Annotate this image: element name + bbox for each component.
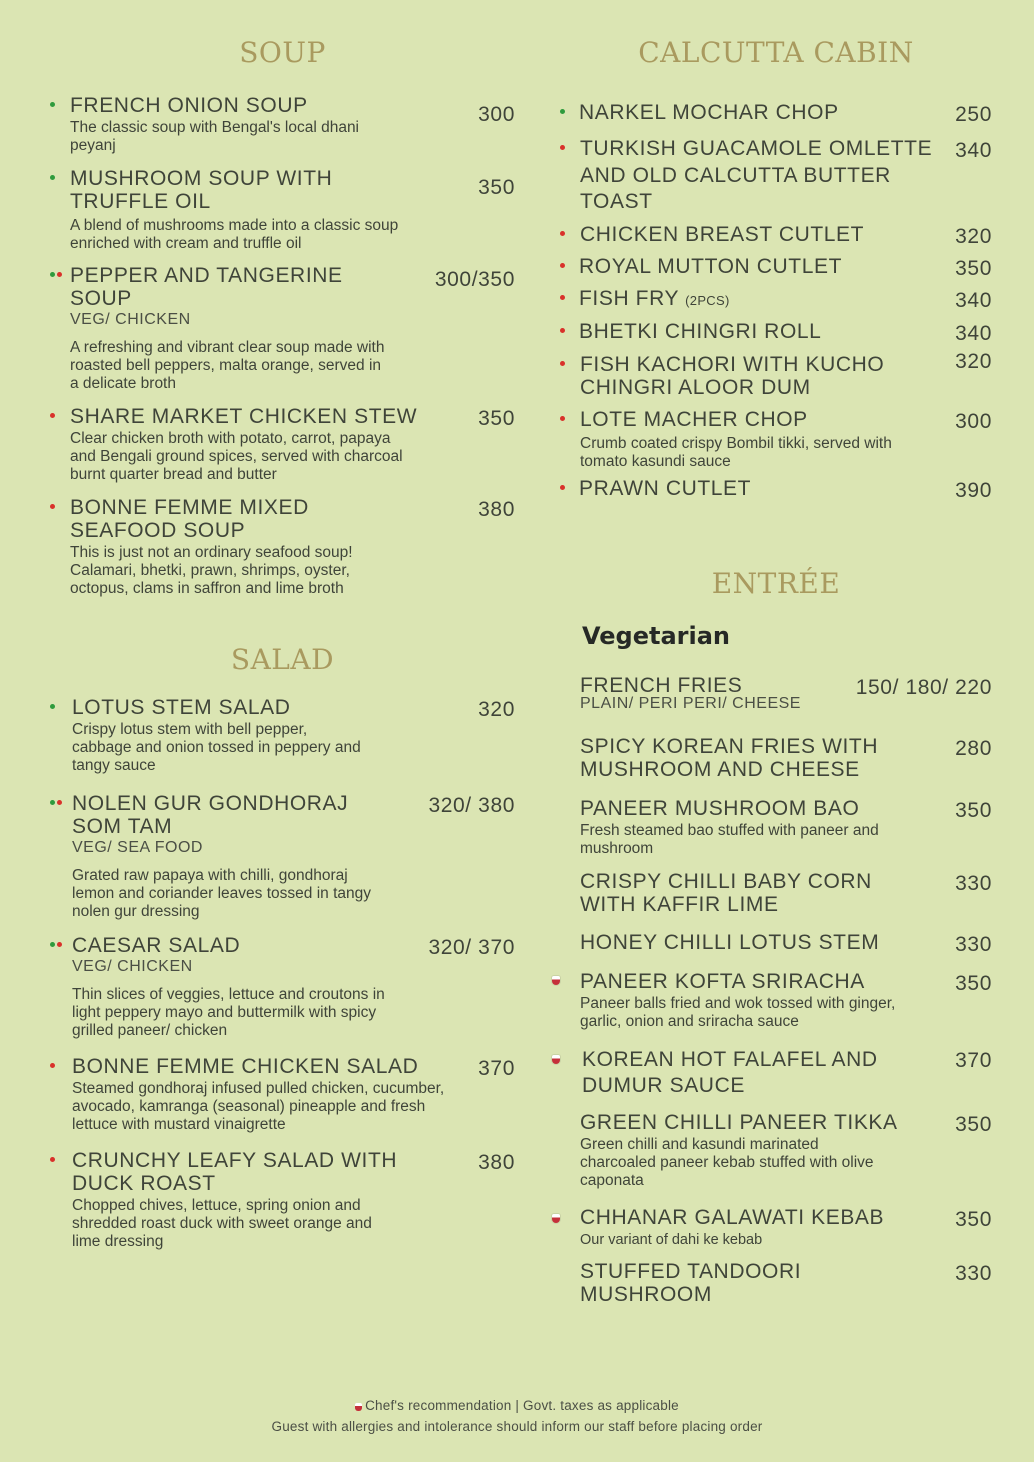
nonveg-indicator-icon [560,361,567,366]
item-variant: VEG/ CHICKEN [70,311,191,328]
item-name: ROYAL MUTTON CUTLET [579,255,843,278]
item-price: 390 [955,479,992,502]
menu-item [50,405,515,484]
chef-recommendation-icon [355,1403,362,1411]
menu-item [560,797,992,858]
menu-item [50,934,515,1040]
footer-line-2: Guest with allergies and intolerance should inform our staff before placing order [271,1419,763,1434]
item-price: 350 [955,799,992,822]
item-price: 320/ 380 [428,794,515,817]
menu-item [560,137,992,216]
item-name: GREEN CHILLI PANEER TIKKA [580,1111,898,1134]
item-price: 340 [955,289,992,312]
item-name: KOREAN HOT FALAFEL AND DUMUR SAUCE [582,1048,878,1097]
item-price: 300 [478,103,515,126]
item-description: This is just not an ordinary seafood soup! Calamari, bhetki, prawn, shrimps, oyster, octopus, clams in saffron and lime broth [70,544,353,597]
item-price: 370 [955,1049,992,1072]
item-name-text: FISH FRY [579,287,679,310]
veg-indicator-icon [560,109,567,114]
item-name: HONEY CHILLI LOTUS STEM [580,931,880,954]
item-price: 380 [478,1151,515,1174]
item-price: 350 [955,257,992,280]
menu-item [560,870,992,916]
item-name: LOTE MACHER CHOP [580,408,808,431]
menu-item [560,350,992,399]
item-description: Grated raw papaya with chilli, gondhoraj lemon and coriander leaves tossed in tangy nolen gur dressing [72,867,371,920]
menu-item [50,792,515,921]
nonveg-indicator-icon [560,231,567,236]
item-name: LOTUS STEM SALAD [72,696,291,719]
item-description: Clear chicken broth with potato, carrot, papaya and Bengali ground spices, served with charcoal burnt quarter bread and butter [70,430,403,483]
item-name [579,287,929,312]
item-description: Crispy lotus stem with bell pepper, cabbage and onion tossed in peppery and tangy sauce [72,721,361,774]
nonveg-indicator-icon [560,416,567,421]
item-name: FISH KACHORI WITH KUCHO CHINGRI ALOOR DUM [580,353,885,399]
item-name: STUFFED TANDOORI MUSHROOM [580,1260,802,1306]
menu-item [560,320,992,343]
item-price: 380 [478,498,515,521]
veg-indicator-icon [50,175,57,180]
nonveg-indicator-icon [50,1063,57,1068]
item-name: FRENCH FRIES [580,674,743,697]
item-description: Green chilli and kasundi marinated charcoaled paneer kebab stuffed with olive caponata [580,1136,874,1189]
menu-item [50,1055,515,1134]
item-description: Fresh steamed bao stuffed with paneer and mushroom [580,822,879,857]
item-price: 320 [955,225,992,248]
menu-item [50,496,515,598]
item-name: SHARE MARKET CHICKEN STEW [70,405,418,428]
item-name: TURKISH GUACAMOLE OMLETTE AND OLD CALCUTTA BUTTER TOAST [580,137,933,213]
item-name: PANEER KOFTA SRIRACHA [580,970,865,993]
soup-section-title: SOUP [239,36,326,69]
item-price: 300/350 [434,268,515,291]
menu-item [560,1111,992,1190]
item-name: PANEER MUSHROOM BAO [580,797,860,820]
menu-item [560,1206,992,1249]
item-variant: VEG/ SEA FOOD [72,839,203,856]
menu-item [560,970,992,1031]
item-description: Chopped chives, lettuce, spring onion and shredded roast duck with sweet orange and lime dressing [72,1197,372,1250]
item-price: 320 [478,698,515,721]
item-description: A blend of mushrooms made into a classic soup enriched with cream and truffle oil [70,217,399,252]
menu-item [50,167,515,253]
nonveg-indicator-icon [560,295,567,300]
item-price: 350 [478,407,515,430]
item-name: SPICY KOREAN FRIES WITH MUSHROOM AND CHEESE [580,735,879,781]
item-price: 300 [955,410,992,433]
item-name: CRISPY CHILLI BABY CORN WITH KAFFIR LIME [580,870,872,916]
item-name: NARKEL MOCHAR CHOP [579,101,839,124]
item-price: 250 [955,103,992,126]
item-name: PRAWN CUTLET [579,477,752,500]
item-description: The classic soup with Bengal's local dhani peyanj [70,119,360,154]
item-description: Thin slices of veggies, lettuce and croutons in light peppery mayo and buttermilk with spicy grilled paneer/ chicken [72,986,385,1039]
item-name: PEPPER AND TANGERINE SOUP [70,264,343,310]
veg-indicator-icon [50,704,57,709]
item-price: 320 [955,350,992,373]
nonveg-indicator-icon [560,328,567,333]
item-name: BONNE FEMME CHICKEN SALAD [72,1055,419,1078]
item-name: BONNE FEMME MIXED SEAFOOD SOUP [70,496,309,542]
item-price: 340 [955,139,992,162]
entree-section-title: ENTRÉE [711,567,841,600]
item-price: 350 [955,1208,992,1231]
item-name: CRUNCHY LEAFY SALAD WITH DUCK ROAST [72,1149,398,1195]
item-price: 340 [955,322,992,345]
vegetarian-subheading: Vegetarian [582,622,731,650]
nonveg-indicator-icon [560,485,567,490]
veg-nonveg-indicator-icon [50,272,64,277]
calcutta-cabin-section-title: CALCUTTA CABIN [638,36,914,69]
item-name: FRENCH ONION SOUP [70,94,308,117]
item-price: 350 [478,176,515,199]
item-name: CHHANAR GALAWATI KEBAB [580,1206,885,1229]
nonveg-indicator-icon [50,413,57,418]
item-price: 350 [955,1113,992,1136]
menu-item [560,255,992,278]
item-variant: PLAIN/ PERI PERI/ CHEESE [580,695,801,712]
veg-nonveg-indicator-icon [50,800,64,805]
item-description: A refreshing and vibrant clear soup made with roasted bell peppers, malta orange, served in a delicate broth [70,339,385,392]
chef-recommendation-icon [552,1214,560,1223]
item-name: MUSHROOM SOUP WITH TRUFFLE OIL [70,167,333,213]
item-price: 330 [955,933,992,956]
item-price: 320/ 370 [428,936,515,959]
item-variant: VEG/ CHICKEN [72,958,193,975]
menu-item [560,674,992,713]
nonveg-indicator-icon [560,145,567,150]
chef-recommendation-icon [552,976,560,985]
menu-item [560,101,992,124]
chef-recommendation-icon [552,1055,560,1064]
item-price: 280 [955,737,992,760]
menu-item [560,735,992,781]
item-name: CHICKEN BREAST CUTLET [580,223,865,246]
nonveg-indicator-icon [50,1157,57,1162]
item-description: Crumb coated crispy Bombil tikki, served with tomato kasundi sauce [580,435,892,470]
salad-section-title: SALAD [230,643,335,676]
menu-item [560,287,992,312]
veg-indicator-icon [50,102,57,107]
menu-item [560,477,992,500]
item-price: 330 [955,1262,992,1285]
menu-item [560,931,992,954]
item-name: CAESAR SALAD [72,934,241,957]
item-price: 370 [478,1057,515,1080]
nonveg-indicator-icon [560,263,567,268]
menu-item [50,264,515,393]
menu-item [50,1149,515,1251]
item-name: BHETKI CHINGRI ROLL [579,320,822,343]
item-description: Paneer balls fried and wok tossed with ginger, garlic, onion and sriracha sauce [580,995,896,1030]
item-price: 350 [955,972,992,995]
footer-line-1: Chef's recommendation | Govt. taxes as applicable [365,1398,679,1413]
veg-nonveg-indicator-icon [50,942,64,947]
item-price: 150/ 180/ 220 [855,676,992,699]
item-description: Our variant of dahi ke kebab [580,1232,763,1248]
item-description: Steamed gondhoraj infused pulled chicken, cucumber, avocado, kamranga (seasonal) pineapple and fresh lettuce with mustard vinaigrette [72,1080,445,1133]
item-quantity-note: (2PCS) [685,293,730,308]
nonveg-indicator-icon [50,504,57,509]
menu-item [560,408,992,471]
item-price: 330 [955,872,992,895]
menu-item [560,223,992,246]
menu-item [50,94,515,155]
menu-item [560,1047,992,1099]
footer-note [0,1398,1034,1413]
item-name: NOLEN GUR GONDHORAJ SOM TAM [72,792,349,838]
menu-item [560,1260,992,1306]
menu-item [50,696,515,775]
